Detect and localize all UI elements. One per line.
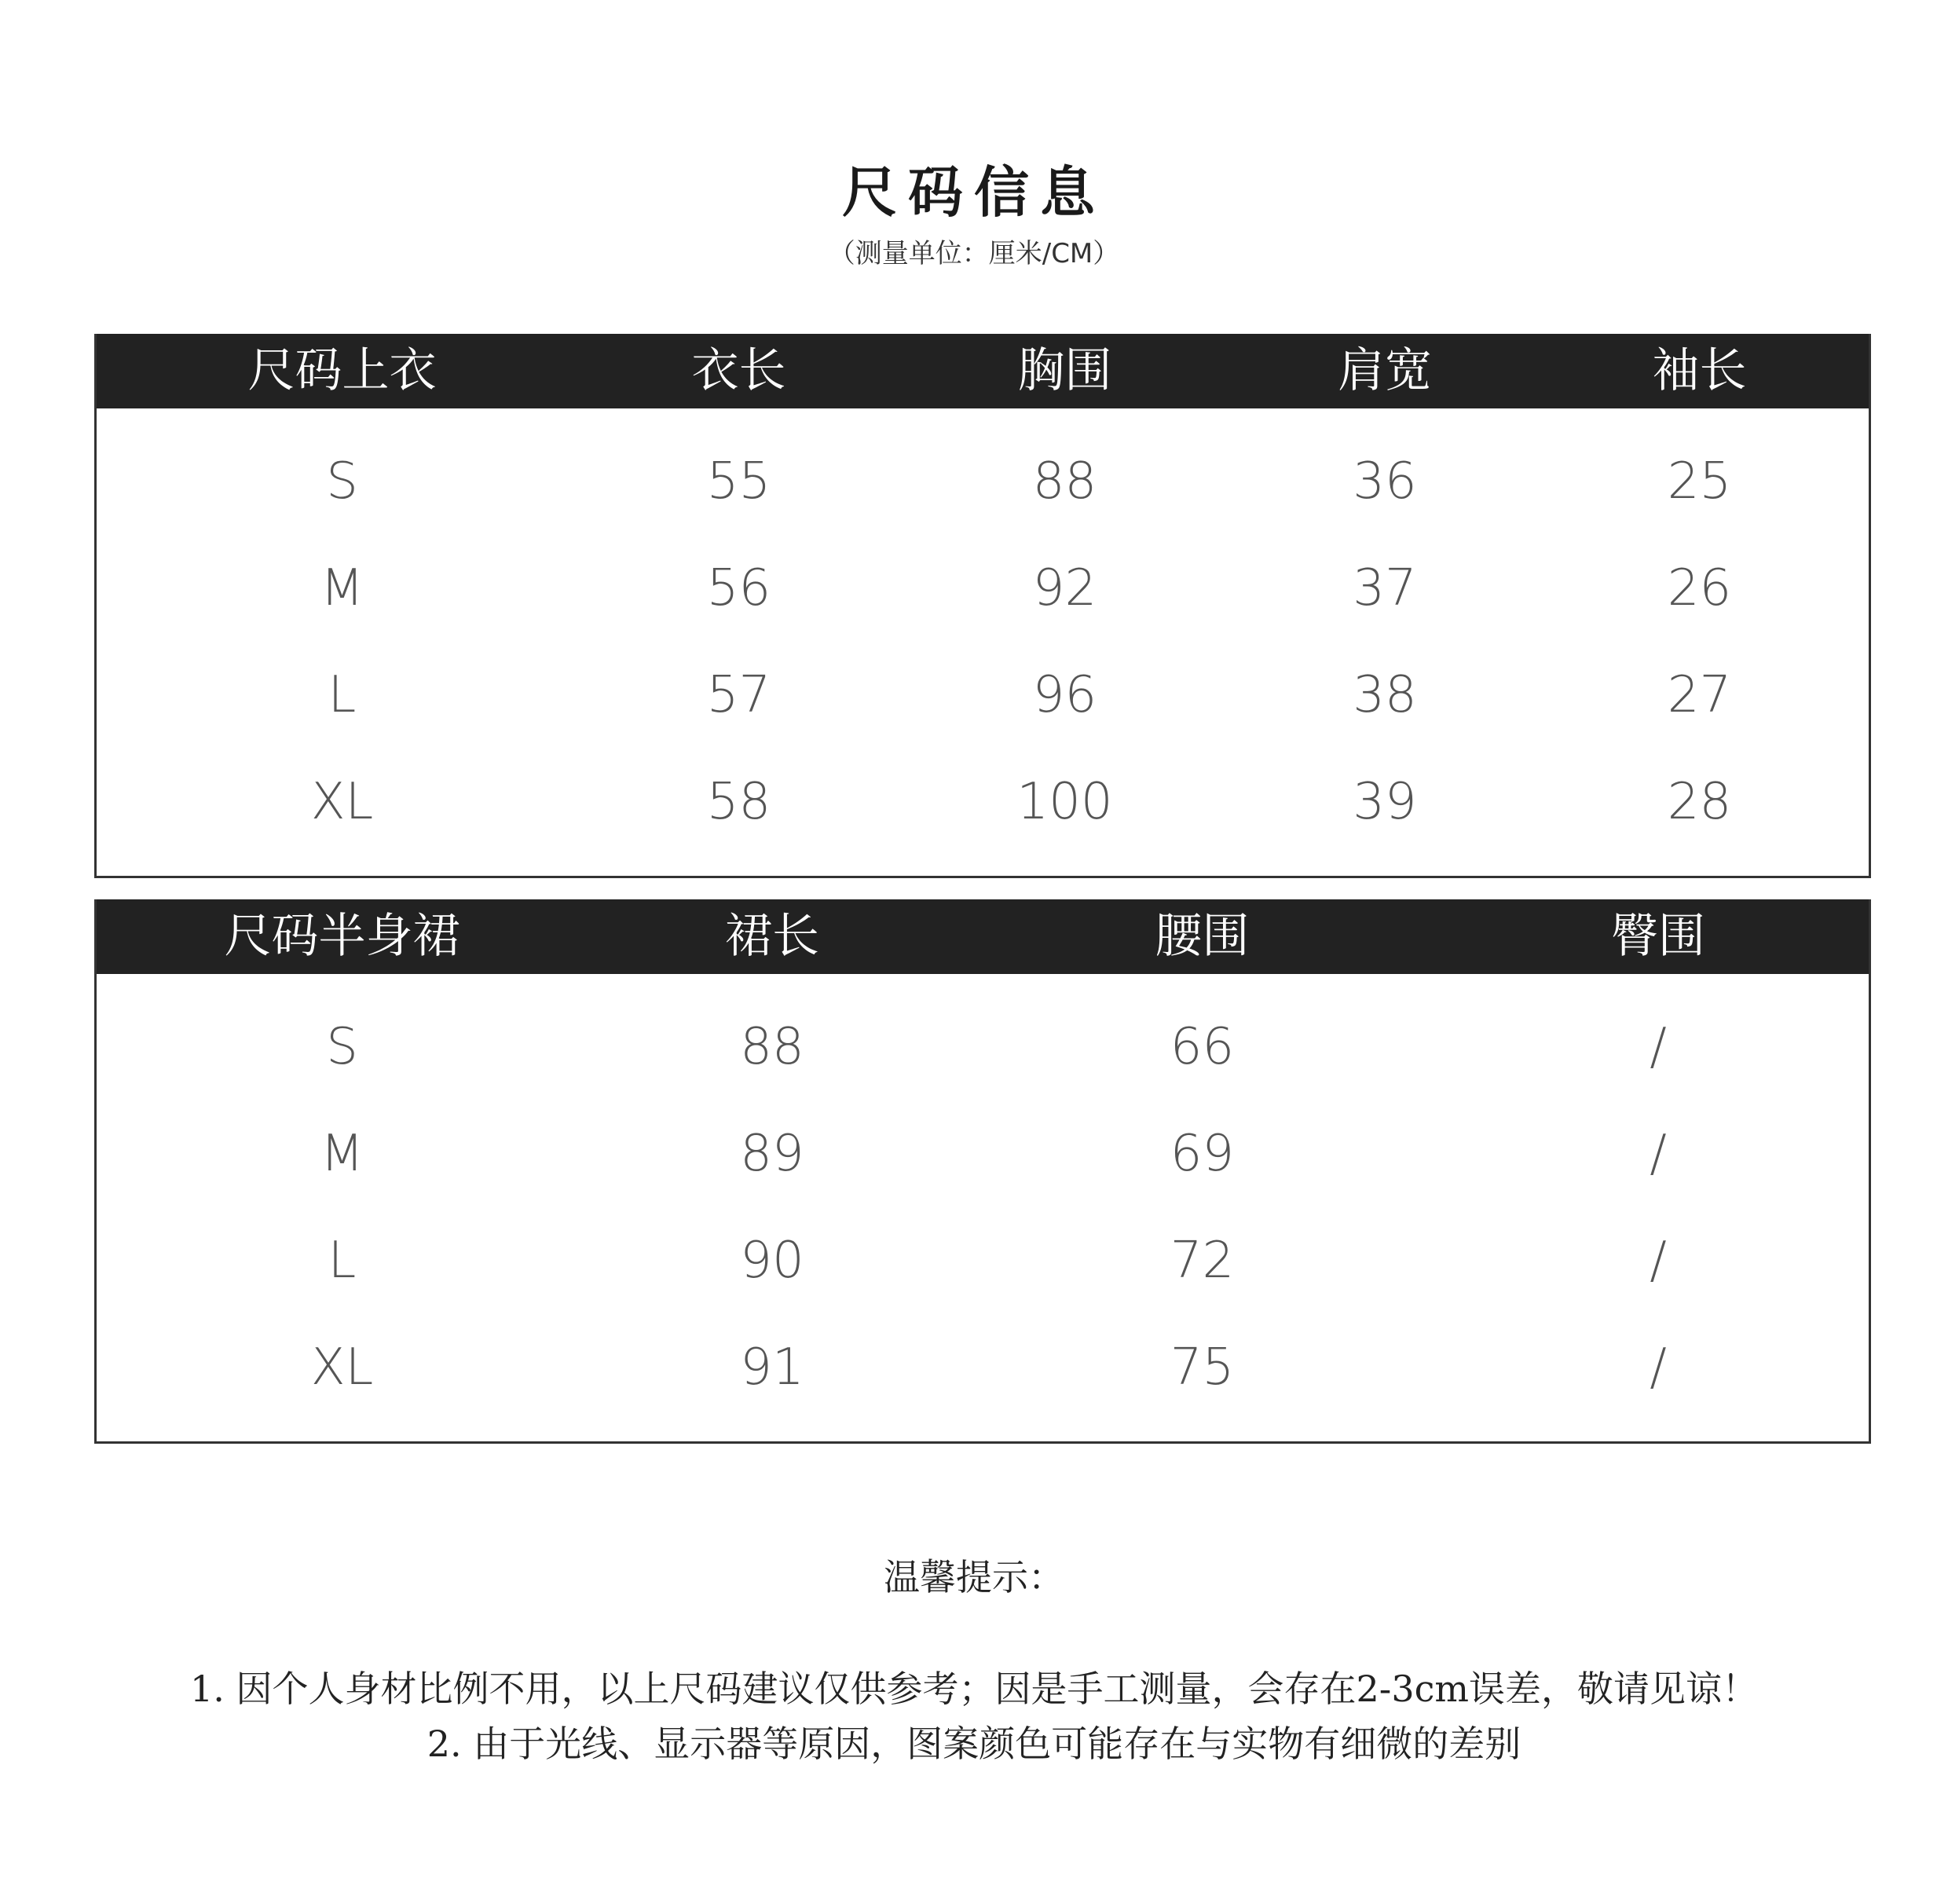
size-cell: L [328, 1232, 357, 1290]
value-cell: / [1650, 1338, 1667, 1397]
value-cell: / [1650, 1018, 1667, 1076]
size-cell: M [320, 559, 364, 617]
table-row [97, 642, 1869, 749]
size-cell: S [326, 452, 358, 511]
value-cell: 25 [1667, 452, 1732, 511]
header-cell: 袖长 [1652, 343, 1747, 398]
value-cell: / [1650, 1232, 1667, 1290]
bottom-size-table [94, 899, 1871, 1444]
header-cell: 臀围 [1611, 909, 1705, 964]
table-row [97, 428, 1869, 535]
size-cell: S [326, 1018, 358, 1076]
value-cell: 26 [1667, 559, 1732, 617]
value-cell: 38 [1353, 666, 1417, 724]
value-cell: / [1650, 1125, 1667, 1183]
size-cell: L [328, 666, 357, 724]
value-cell: 91 [740, 1338, 804, 1397]
tips-title: 温馨提示： [884, 1556, 1064, 1598]
page-title: 尺码信息 [842, 160, 1106, 225]
table-row [97, 535, 1869, 642]
tip-item: 2. 由于光线、显示器等原因，图案颜色可能存在与实物有细微的差别 [427, 1723, 1521, 1765]
table-row [97, 1207, 1869, 1314]
value-cell: 69 [1170, 1125, 1235, 1183]
table-header-row [97, 899, 1869, 974]
value-cell: 96 [1032, 666, 1097, 724]
value-cell: 39 [1353, 773, 1417, 831]
header-cell: 尺码半身裙 [224, 909, 460, 964]
value-cell: 56 [706, 559, 771, 617]
header-cell: 衣长 [691, 343, 786, 398]
value-cell: 57 [706, 666, 771, 724]
value-cell: 100 [1016, 773, 1113, 831]
size-cell: M [320, 1125, 364, 1183]
page-subtitle: （测量单位：厘米/CM） [828, 238, 1120, 269]
size-cell: XL [310, 773, 374, 831]
header-cell: 裙长 [725, 909, 819, 964]
value-cell: 90 [740, 1232, 804, 1290]
value-cell: 66 [1170, 1018, 1235, 1076]
header-cell: 尺码上衣 [247, 343, 437, 398]
value-cell: 75 [1170, 1338, 1235, 1397]
table-header-row [97, 334, 1869, 408]
table-body [97, 974, 1869, 1421]
value-cell: 58 [706, 773, 771, 831]
value-cell: 37 [1353, 559, 1417, 617]
value-cell: 88 [740, 1018, 804, 1076]
tip-item: 1. 因个人身材比例不用，以上尺码建议仅供参考；因是手工测量，会存在2-3cm误差，敬请见谅！ [190, 1668, 1758, 1710]
table-row [97, 994, 1869, 1100]
value-cell: 28 [1667, 773, 1732, 831]
value-cell: 92 [1032, 559, 1097, 617]
top-size-table [94, 334, 1871, 878]
header-cell: 胸围 [1017, 343, 1112, 398]
size-cell: XL [310, 1338, 374, 1397]
table-row [97, 1314, 1869, 1421]
value-cell: 72 [1170, 1232, 1235, 1290]
table-row [97, 1100, 1869, 1207]
header-cell: 腰围 [1155, 909, 1250, 964]
header-cell: 肩宽 [1338, 343, 1432, 398]
table-body [97, 408, 1869, 855]
value-cell: 36 [1353, 452, 1417, 511]
value-cell: 55 [706, 452, 771, 511]
value-cell: 27 [1667, 666, 1732, 724]
value-cell: 89 [740, 1125, 804, 1183]
table-row [97, 749, 1869, 855]
value-cell: 88 [1032, 452, 1097, 511]
